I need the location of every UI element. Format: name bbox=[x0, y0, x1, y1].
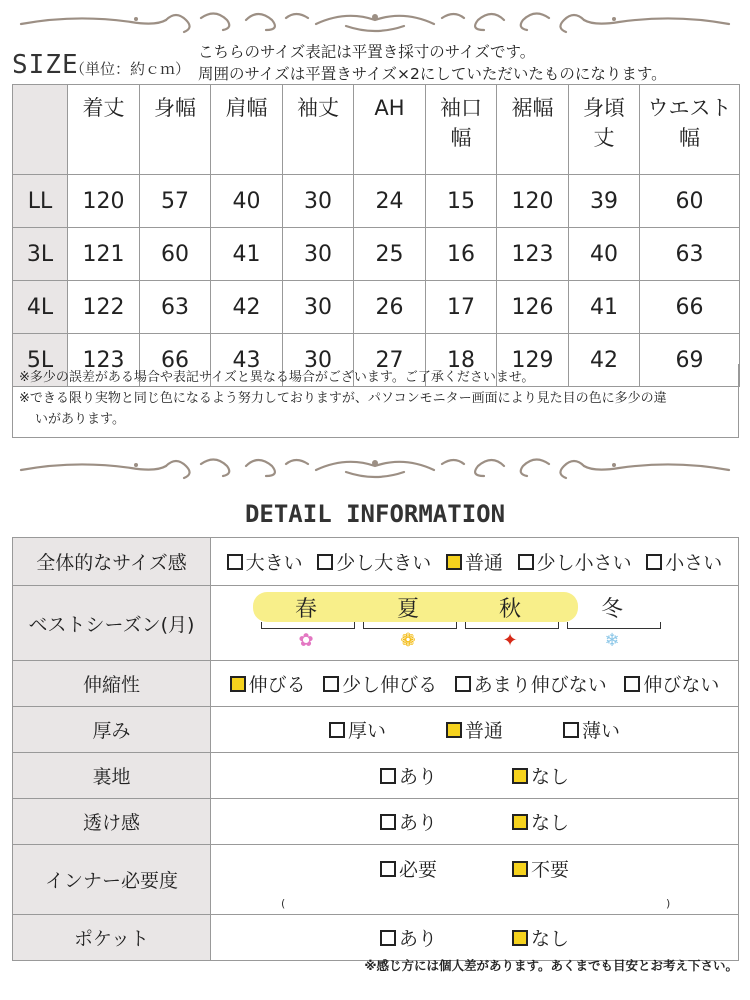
size-cell: 25 bbox=[354, 228, 426, 281]
checked-box-icon bbox=[446, 722, 462, 738]
detail-row-season bbox=[13, 586, 739, 661]
size-cell: 66 bbox=[640, 281, 740, 334]
size-column-header bbox=[640, 85, 740, 175]
size-heading: SIZE bbox=[12, 50, 79, 80]
size-footnotes bbox=[12, 364, 739, 438]
option-label: あり bbox=[398, 812, 437, 834]
unchecked-box-icon bbox=[646, 554, 662, 570]
option-item bbox=[323, 670, 437, 697]
option-item bbox=[380, 855, 437, 882]
option-label: 少し小さい bbox=[536, 552, 632, 574]
size-cell: 123 bbox=[68, 334, 140, 387]
size-cell: 126 bbox=[497, 281, 569, 334]
size-cell: 27 bbox=[354, 334, 426, 387]
checked-box-icon bbox=[512, 814, 528, 830]
thickness-options bbox=[212, 716, 737, 743]
size-column-header-line: 着丈 bbox=[82, 96, 125, 120]
size-column-header-line: 幅 bbox=[450, 126, 472, 150]
season-bracket bbox=[261, 622, 355, 629]
size-cell: 41 bbox=[569, 281, 640, 334]
size-cell: 129 bbox=[497, 334, 569, 387]
size-column-header-line: ウエスト bbox=[647, 96, 732, 120]
season-bracket bbox=[465, 622, 559, 629]
option-label: あまり伸びない bbox=[473, 674, 607, 696]
option-item bbox=[329, 716, 386, 743]
option-label: 伸びる bbox=[248, 674, 306, 696]
detail-table bbox=[12, 537, 739, 961]
detail-label: 厚み bbox=[13, 707, 211, 753]
snowflake-icon: ❄ bbox=[604, 630, 620, 651]
checked-box-icon bbox=[446, 554, 462, 570]
size-row bbox=[13, 281, 740, 334]
detail-label: ベストシーズン(月) bbox=[13, 586, 211, 661]
option-label: 小さい bbox=[665, 552, 723, 574]
season-label: 秋 bbox=[498, 597, 521, 622]
size-row-label: 5L bbox=[13, 334, 68, 387]
size-column-header-line: 幅 bbox=[679, 126, 700, 150]
option-label: あり bbox=[398, 766, 437, 788]
option-label: 必要 bbox=[398, 859, 437, 881]
checked-box-icon bbox=[512, 768, 528, 784]
size-cell: 69 bbox=[640, 334, 740, 387]
option-item bbox=[455, 670, 607, 697]
detail-row-pocket bbox=[13, 915, 739, 961]
option-item bbox=[317, 548, 431, 575]
size-cell: 42 bbox=[569, 334, 640, 387]
footnote-1: ※多少の誤差がある場合や表記サイズと異なる場合がございます。ご了承くださいませ。 bbox=[19, 370, 535, 385]
unchecked-box-icon bbox=[380, 861, 396, 877]
checked-box-icon bbox=[230, 676, 246, 692]
pocket-options bbox=[212, 924, 737, 951]
size-row-label: 3L bbox=[13, 228, 68, 281]
unchecked-box-icon bbox=[380, 814, 396, 830]
detail-row-inner bbox=[13, 845, 739, 915]
option-label: 少し伸びる bbox=[342, 674, 438, 696]
unchecked-box-icon bbox=[323, 676, 339, 692]
unchecked-box-icon bbox=[380, 768, 396, 784]
detail-row-lining bbox=[13, 753, 739, 799]
option-item bbox=[512, 924, 569, 951]
size-note-line-2: 周囲のサイズは平置きサイズ×2にしていただいたものになります。 bbox=[198, 65, 667, 83]
size-note-line-1: こちらのサイズ表記は平置き採寸のサイズです。 bbox=[198, 43, 536, 61]
detail-row-sheer bbox=[13, 799, 739, 845]
option-label: 不要 bbox=[531, 859, 570, 881]
detail-label: インナー必要度 bbox=[13, 845, 211, 915]
sheer-options bbox=[212, 808, 737, 835]
option-item bbox=[380, 762, 437, 789]
size-cell: 122 bbox=[68, 281, 140, 334]
option-label: 伸びない bbox=[643, 674, 720, 696]
size-table-header-row bbox=[13, 85, 740, 175]
size-unit-label: （単位：約ｃｍ） bbox=[70, 60, 191, 78]
size-row bbox=[13, 228, 740, 281]
size-column-header bbox=[283, 85, 354, 175]
checked-box-icon bbox=[512, 861, 528, 877]
option-item bbox=[380, 924, 437, 951]
size-cell: 39 bbox=[569, 175, 640, 228]
size-column-header-line: 身幅 bbox=[154, 96, 196, 120]
detail-label: 裏地 bbox=[13, 753, 211, 799]
size-cell: 42 bbox=[211, 281, 283, 334]
size-cell: 60 bbox=[140, 228, 211, 281]
option-item bbox=[512, 808, 569, 835]
option-label: 厚い bbox=[347, 720, 386, 742]
unchecked-box-icon bbox=[317, 554, 333, 570]
option-label: 大きい bbox=[245, 552, 303, 574]
sunflower-icon: ❁ bbox=[400, 630, 416, 651]
size-cell: 26 bbox=[354, 281, 426, 334]
unchecked-box-icon bbox=[455, 676, 471, 692]
option-item bbox=[512, 855, 569, 882]
season-label: 春 bbox=[294, 597, 317, 622]
footnote-2: ※できる限り実物と同じ色になるよう努力しておりますが、パソコンモニター画面により見た目の色に多少の違 bbox=[19, 391, 667, 406]
size-cell: 41 bbox=[211, 228, 283, 281]
size-column-header-line: 袖丈 bbox=[297, 96, 339, 120]
season-bracket bbox=[363, 622, 457, 629]
inner-paren-open: ( bbox=[281, 897, 286, 910]
size-cell: 43 bbox=[211, 334, 283, 387]
option-label: 薄い bbox=[582, 720, 621, 742]
unchecked-box-icon bbox=[563, 722, 579, 738]
maple-leaf-icon: ✦ bbox=[502, 630, 518, 651]
size-cell: 121 bbox=[68, 228, 140, 281]
option-label: なし bbox=[531, 928, 570, 950]
size-column-header-line: 身頃 bbox=[583, 96, 625, 120]
option-label: 普通 bbox=[464, 552, 503, 574]
unchecked-box-icon bbox=[227, 554, 243, 570]
detail-disclaimer: ※感じ方には個人差があります。あくまでも目安とお考え下さい。 bbox=[364, 958, 738, 973]
option-label: なし bbox=[531, 812, 570, 834]
unchecked-box-icon bbox=[329, 722, 345, 738]
size-cell: 63 bbox=[140, 281, 211, 334]
size-column-header-line: 丈 bbox=[593, 126, 615, 150]
size-column-header bbox=[426, 85, 497, 175]
detail-information-heading: DETAIL INFORMATION bbox=[244, 500, 506, 528]
size-cell: 15 bbox=[426, 175, 497, 228]
size-row bbox=[13, 175, 740, 228]
size-cell: 30 bbox=[283, 228, 354, 281]
option-label: あり bbox=[398, 928, 437, 950]
size-cell: 120 bbox=[497, 175, 569, 228]
size-feel-options bbox=[212, 548, 737, 575]
option-item bbox=[518, 548, 632, 575]
size-cell: 40 bbox=[569, 228, 640, 281]
size-cell: 17 bbox=[426, 281, 497, 334]
size-cell: 18 bbox=[426, 334, 497, 387]
unchecked-box-icon bbox=[518, 554, 534, 570]
option-item bbox=[624, 670, 719, 697]
inner-paren-close: ) bbox=[666, 897, 671, 910]
option-item bbox=[446, 716, 503, 743]
middle-ornament-divider bbox=[16, 452, 734, 482]
detail-row-size-feel bbox=[13, 538, 739, 586]
size-column-header bbox=[68, 85, 140, 175]
option-item bbox=[380, 808, 437, 835]
size-cell: 30 bbox=[283, 281, 354, 334]
option-item bbox=[563, 716, 620, 743]
season-label: 冬 bbox=[600, 597, 623, 622]
season-label: 夏 bbox=[396, 597, 419, 622]
size-column-header-line: 裾幅 bbox=[511, 96, 554, 120]
option-item bbox=[512, 762, 569, 789]
size-table bbox=[12, 84, 740, 387]
season-bracket bbox=[567, 622, 661, 629]
size-column-header bbox=[211, 85, 283, 175]
size-cell: 123 bbox=[497, 228, 569, 281]
size-column-header bbox=[140, 85, 211, 175]
lining-options bbox=[212, 762, 737, 789]
size-column-header-line: 肩幅 bbox=[225, 96, 268, 120]
size-cell: 30 bbox=[283, 334, 354, 387]
size-cell: 66 bbox=[140, 334, 211, 387]
size-column-header-line: AH bbox=[374, 96, 405, 120]
option-label: 普通 bbox=[464, 720, 503, 742]
option-label: なし bbox=[531, 766, 570, 788]
size-cell: 60 bbox=[640, 175, 740, 228]
option-item bbox=[230, 670, 306, 697]
detail-row-thickness bbox=[13, 707, 739, 753]
size-column-header-line: 袖口 bbox=[440, 96, 482, 120]
size-cell: 120 bbox=[68, 175, 140, 228]
size-row-label: 4L bbox=[13, 281, 68, 334]
size-cell: 24 bbox=[354, 175, 426, 228]
size-cell: 57 bbox=[140, 175, 211, 228]
detail-label: 伸縮性 bbox=[13, 661, 211, 707]
option-item bbox=[446, 548, 503, 575]
inner-options bbox=[212, 855, 737, 882]
size-cell: 40 bbox=[211, 175, 283, 228]
top-ornament-divider bbox=[16, 6, 734, 36]
size-cell: 63 bbox=[640, 228, 740, 281]
size-table-corner bbox=[13, 85, 68, 175]
detail-label: 透け感 bbox=[13, 799, 211, 845]
footnote-2-continued: いがあります。 bbox=[35, 412, 125, 427]
detail-row-stretch bbox=[13, 661, 739, 707]
season-chart bbox=[211, 586, 738, 660]
stretch-options bbox=[212, 670, 737, 697]
unchecked-box-icon bbox=[624, 676, 640, 692]
detail-label: ポケット bbox=[13, 915, 211, 961]
sakura-flower-icon: ✿ bbox=[298, 630, 314, 651]
option-label: 少し大きい bbox=[336, 552, 432, 574]
checked-box-icon bbox=[512, 930, 528, 946]
detail-label: 全体的なサイズ感 bbox=[13, 538, 211, 586]
option-item bbox=[227, 548, 303, 575]
size-cell: 16 bbox=[426, 228, 497, 281]
unchecked-box-icon bbox=[380, 930, 396, 946]
option-item bbox=[646, 548, 722, 575]
size-column-header bbox=[569, 85, 640, 175]
size-column-header bbox=[497, 85, 569, 175]
size-column-header bbox=[354, 85, 426, 175]
size-cell: 30 bbox=[283, 175, 354, 228]
size-row-label: LL bbox=[13, 175, 68, 228]
